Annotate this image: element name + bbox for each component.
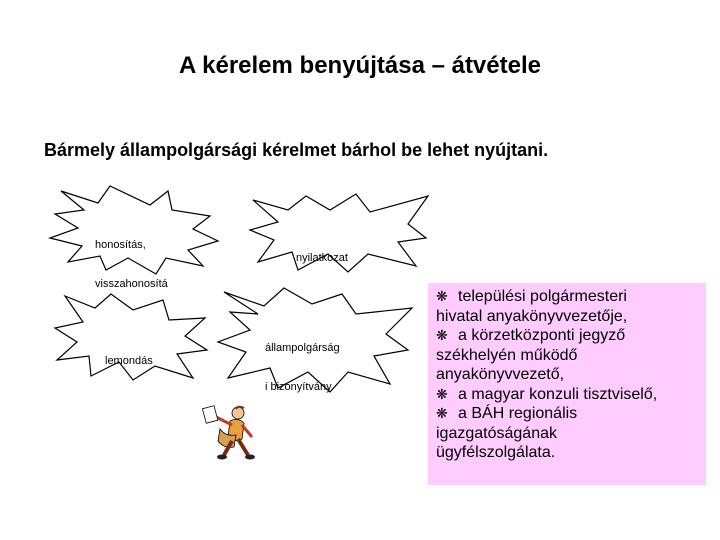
burst-lemondas [55, 292, 210, 382]
burst-label: lemondás [105, 355, 153, 367]
burst-label: honosítás, visszahonosítá [95, 239, 168, 290]
running-man-icon [200, 405, 260, 463]
bullet-icon: ❋ [436, 288, 448, 304]
list-item: ❋ a BÁH regionális [436, 405, 578, 422]
list-item-cont: hivatal anyakönyvvezetője, [436, 307, 628, 325]
burst-bizonyitvany [218, 288, 414, 394]
list-item-cont: anyakönyvvezető, [436, 366, 565, 383]
bullet-icon: ❋ [436, 385, 448, 402]
page-title: A kérelem benyújtása – átvétele [179, 52, 541, 79]
burst-label: állampolgárság i bizonyítvány [265, 342, 340, 393]
list-item-cont: székhelyén működő [436, 346, 578, 364]
list-item-cont: ügyfélszolgálata. [436, 444, 556, 461]
page-subtitle: Bármely állampolgársági kérelmet bárhol be lehet nyújtani. [44, 140, 549, 160]
burst-label: nyilatkozat [296, 252, 348, 264]
burst-nyilatkozat [248, 190, 430, 274]
list-item: ❋ települési polgármesteri [436, 288, 627, 305]
bullet-icon: ❋ [436, 327, 448, 343]
list-item: ❋ a körzetközponti jegyző [436, 327, 626, 344]
bullet-icon: ❋ [436, 405, 448, 421]
list-item-cont: igazgatóságának [436, 424, 557, 442]
authorities-info-box [428, 283, 706, 485]
burst-honositas [48, 186, 228, 290]
list-item: ❋ a magyar konzuli tisztviselő, [436, 385, 658, 403]
